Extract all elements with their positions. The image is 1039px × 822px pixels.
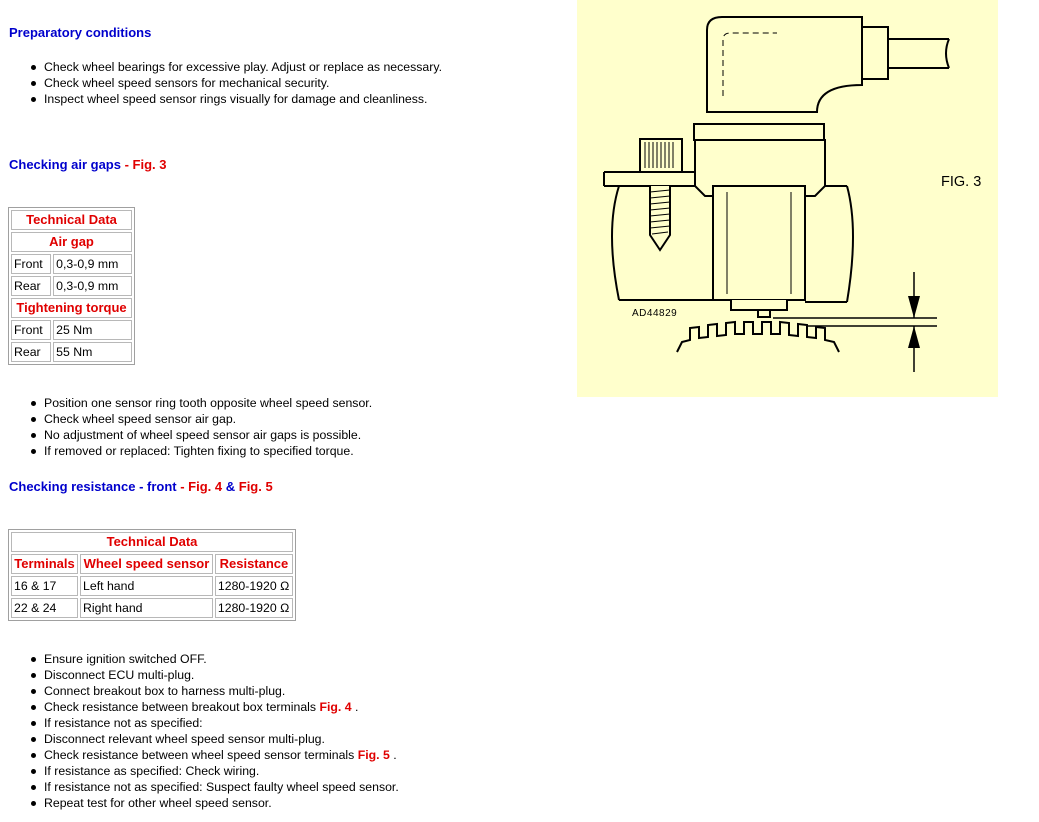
air-gaps-heading [9, 157, 167, 172]
table-row [11, 320, 132, 340]
list-item [9, 731, 399, 747]
table-cell: Right hand [80, 598, 213, 618]
item-text: If resistance not as specified: [44, 716, 203, 730]
air-gaps-list [9, 395, 372, 459]
list-item [9, 651, 399, 667]
list-item [9, 667, 399, 683]
figure-label: FIG. 3 [941, 174, 982, 190]
table-cell: Front [11, 254, 51, 274]
resistance-table [8, 529, 296, 621]
item-text: Disconnect relevant wheel speed sensor multi-plug. [44, 732, 325, 746]
list-item: Check wheel speed sensor air gap. [9, 411, 372, 427]
table-header-row [11, 554, 293, 574]
item-text: Connect breakout box to harness multi-plug. [44, 684, 286, 698]
resistance-subtitle: - front [135, 479, 177, 494]
table-row [11, 254, 132, 274]
item-text: Ensure ignition switched OFF. [44, 652, 207, 666]
list-item: Check wheel speed sensors for mechanical security. [9, 75, 442, 91]
ampersand: & [222, 479, 239, 494]
table-title: Technical Data [11, 210, 132, 230]
list-item [9, 795, 399, 811]
fig5-link[interactable]: Fig. 5 [238, 479, 273, 494]
air-gaps-title: Checking air gaps [9, 157, 121, 172]
item-text: If resistance as specified: Check wiring. [44, 764, 260, 778]
resistance-title: Checking resistance [9, 479, 136, 494]
item-text: Check resistance between breakout box terminals [44, 700, 320, 714]
heading-separator: - [176, 479, 189, 494]
list-item: If removed or replaced: Tighten fixing to specified torque. [9, 443, 372, 459]
preparatory-heading: Preparatory conditions [9, 25, 152, 40]
list-item: Position one sensor ring tooth opposite wheel speed sensor. [9, 395, 372, 411]
table-cell: Rear [11, 276, 51, 296]
column-header: Terminals [11, 554, 78, 574]
table-cell: 22 & 24 [11, 598, 78, 618]
item-tail: . [351, 700, 359, 714]
item-text: Disconnect ECU multi-plug. [44, 668, 195, 682]
resistance-heading [9, 479, 273, 494]
list-item: Inspect wheel speed sensor rings visually for damage and cleanliness. [9, 91, 442, 107]
wheel-speed-sensor-diagram [577, 0, 998, 397]
list-item [9, 747, 399, 763]
preparatory-list [9, 59, 442, 107]
table-cell: 0,3-0,9 mm [53, 254, 132, 274]
list-item: No adjustment of wheel speed sensor air gaps is possible. [9, 427, 372, 443]
table-title: Technical Data [11, 532, 293, 552]
air-gap-table [8, 207, 135, 365]
column-header: Wheel speed sensor [80, 554, 213, 574]
item-text: If resistance not as specified: Suspect faulty wheel speed sensor. [44, 780, 399, 794]
heading-separator: - [120, 157, 133, 172]
table-subheading-air-gap: Air gap [11, 232, 132, 252]
item-tail: . [389, 748, 397, 762]
fig3-link[interactable]: Fig. 3 [132, 157, 167, 172]
table-cell: Rear [11, 342, 51, 362]
list-item [9, 683, 399, 699]
table-subheading-torque: Tightening torque [11, 298, 132, 318]
table-cell: 1280-1920 Ω [215, 576, 293, 596]
table-cell: 25 Nm [53, 320, 132, 340]
table-cell: 0,3-0,9 mm [53, 276, 132, 296]
table-row [11, 276, 132, 296]
figure-code: AD44829 [632, 308, 678, 319]
table-row [11, 598, 293, 618]
table-row [11, 576, 293, 596]
list-item [9, 779, 399, 795]
table-cell: 55 Nm [53, 342, 132, 362]
item-text: Repeat test for other wheel speed sensor. [44, 796, 272, 810]
fig4-link[interactable]: Fig. 4 [319, 700, 352, 714]
figure-3-panel [577, 0, 998, 397]
item-text: Check resistance between wheel speed sensor terminals [44, 748, 358, 762]
list-item: Check wheel bearings for excessive play. Adjust or replace as necessary. [9, 59, 442, 75]
list-item [9, 699, 399, 715]
table-cell: 16 & 17 [11, 576, 78, 596]
table-cell: Front [11, 320, 51, 340]
list-item [9, 715, 399, 731]
list-item [9, 763, 399, 779]
table-cell: Left hand [80, 576, 213, 596]
resistance-list [9, 651, 399, 811]
fig4-link[interactable]: Fig. 4 [188, 479, 223, 494]
fig5-link[interactable]: Fig. 5 [357, 748, 390, 762]
table-cell: 1280-1920 Ω [215, 598, 293, 618]
column-header: Resistance [215, 554, 293, 574]
table-row [11, 342, 132, 362]
